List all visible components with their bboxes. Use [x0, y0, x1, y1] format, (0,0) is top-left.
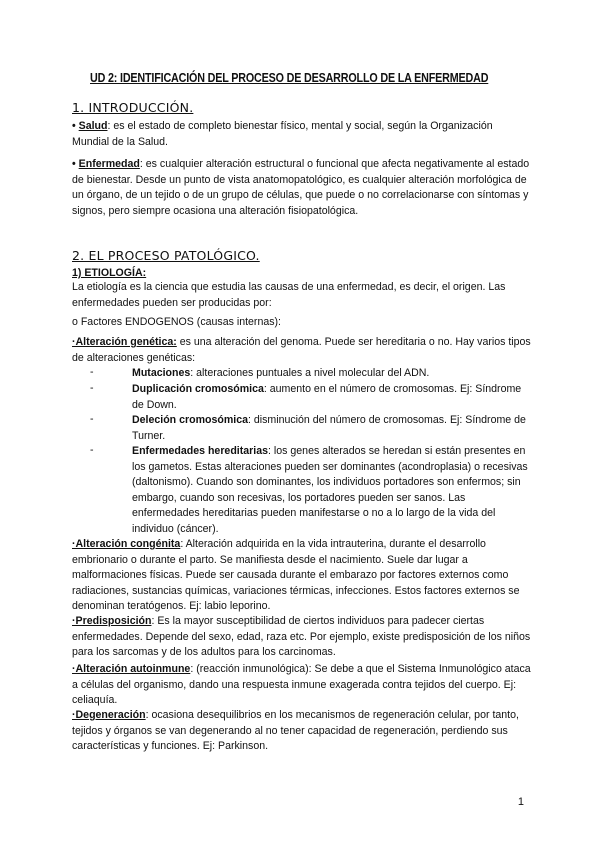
section-heading-introduccion: 1. INTRODUCCIÓN.	[72, 100, 194, 115]
paragraph-degeneracion: ·Degeneración: ocasiona desequilibrios en los mecanismos de regeneración celular, por tanto, tejidos y órganos se van degenerando al no tener capacidad de regeneración, perdiendo sus características y funciones. Ej: Parkinson.	[72, 709, 519, 753]
document-title: UD 2: IDENTIFICACIÓN DEL PROCESO DE DESARROLLO DE LA ENFERMEDAD	[90, 71, 489, 85]
paragraph-autoinmune: ·Alteración autoinmune: (reacción inmunológica): Se debe a que el Sistema Inmunológico ataca a células del organismo, dando una respuesta inmune exagerada contra tejidos del cuerpo. Ej: celiaquía.	[72, 663, 531, 707]
etiologia-text: La etiología es la ciencia que estudia las causas de una enfermedad, es decir, el origen. Las enfermedades pueden ser producidas por:	[72, 281, 506, 309]
paragraph-enfermedad: • Enfermedad: es cualquier alteración estructural o funcional que afecta negativamente al estado de bienestar. Desde un punto de vista anatomopatológico, es cualquier alteración morfológica de un órgano, de un tejido o de un grupo de células, que puede o no correlacionarse con síntomas y signos, pero siempre ocasiona una alteración fisiopatológica.	[72, 158, 530, 217]
section-heading-proceso: 2. EL PROCESO PATOLÓGICO.	[72, 248, 260, 263]
list-dash: -	[90, 382, 94, 394]
factores-endogenos: o Factores ENDOGENOS (causas internas):	[72, 316, 281, 328]
list-item-mutaciones: Mutaciones: alteraciones puntuales a nivel molecular del ADN.	[132, 367, 430, 379]
enfermedad-definition: : es cualquier alteración estructural o funcional que afecta negativamente al estado de bienestar. Desde un punto de vista anatomopatológico, es cualquier alteración morfológica de un órgano, de un tejido o de un grupo de células, que puede o no correlacionarse con síntomas y signos, pero siempre ocasiona una alteración fisiopatológica.	[72, 158, 530, 217]
paragraph-congenita: ·Alteración congénita: Alteración adquirida en la vida intrauterina, durante el desarrollo embrionario o durante el parto. Se manifiesta desde el nacimiento. Suele dar lugar a malformaciones físicas. Puede ser causada durante el embarazo por factores externos como radiaciones, sustancias químicas, variaciones térmicas, infecciones. Estos factores externos se denominan teratógenos. Ej: labio leporino.	[72, 538, 520, 613]
list-dash: -	[90, 413, 94, 425]
paragraph-genetica: ·Alteración genética: es una alteración del genoma. Puede ser hereditaria o no. Hay varios tipos de alteraciones genéticas:	[72, 336, 531, 364]
list-item-delecion: Deleción cromosómica: disminución del número de cromosomas. Ej: Síndrome de Turner.	[132, 414, 526, 442]
term-salud: Salud	[78, 120, 108, 132]
list-item-duplicacion: Duplicación cromosómica: aumento en el número de cromosomas. Ej: Síndrome de Down.	[132, 383, 522, 411]
list-item-hereditarias: Enfermedades hereditarias: los genes alterados se heredan si están presentes en los gametos. Estas alteraciones pueden ser dominantes (acondroplasia) o recesivas (daltonismo). Cuando son dominantes, los individuos portadores son enfermos; sin embargo, cuando son recesivas, los portadores pueden ser sanos. Las enfermedades hereditarias pueden manifestarse o no a lo largo de la vida del individuo (cáncer).	[132, 445, 528, 535]
list-dash: -	[90, 444, 94, 456]
list-dash: -	[90, 366, 94, 378]
term-enfermedad: Enfermedad	[78, 158, 140, 170]
etiologia-heading: 1) ETIOLOGÍA:	[72, 267, 147, 279]
paragraph-predisposicion: ·Predisposición: Es la mayor susceptibilidad de ciertos individuos para padecer ciertas enfermedades. Depende del sexo, edad, raza etc. Por ejemplo, existe predisposición de los niños para los sarcomas y de los adultos para los carcinomas.	[72, 615, 531, 659]
salud-definition: : es el estado de completo bienestar físico, mental y social, según la Organización Mundial de la Salud.	[72, 120, 493, 148]
page-number: 1	[517, 796, 524, 808]
paragraph-salud	[72, 119, 532, 150]
bullet: •	[72, 120, 79, 132]
